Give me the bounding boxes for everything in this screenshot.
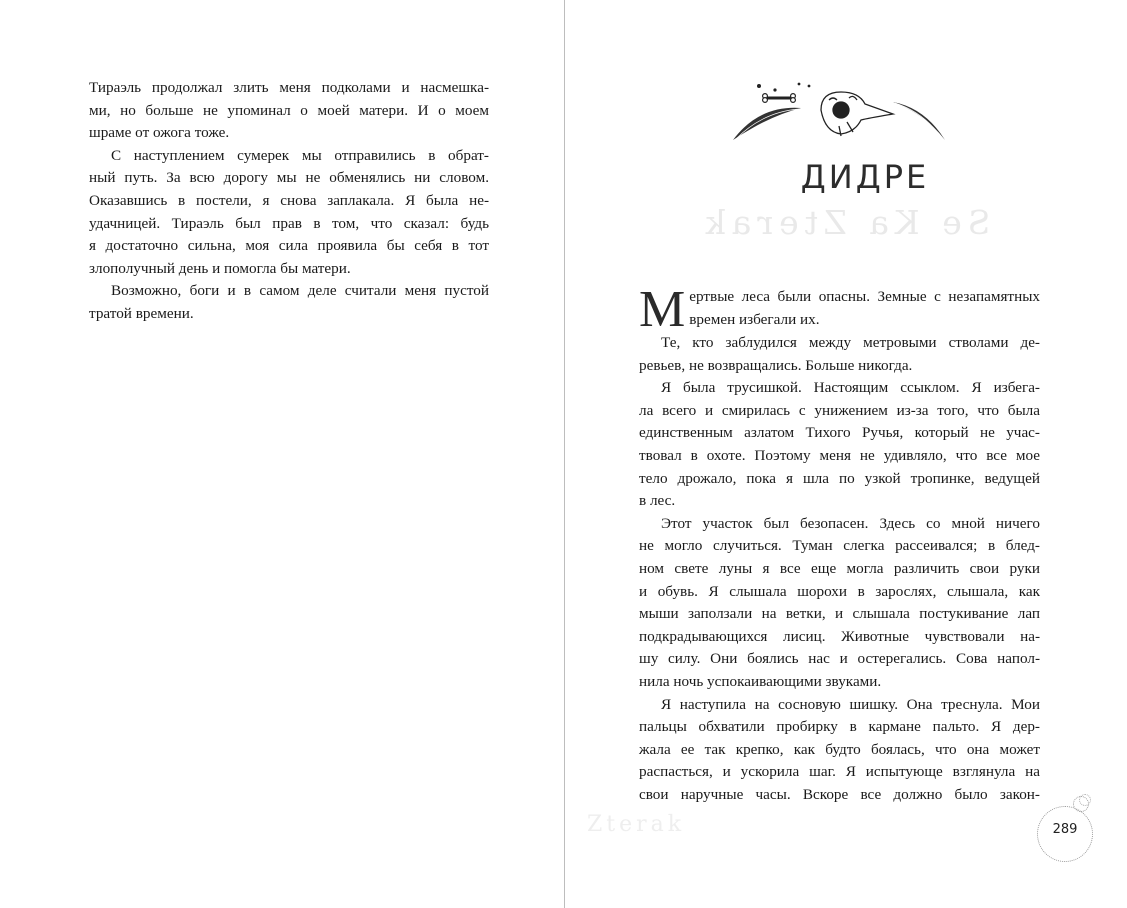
text-line: тело дрожало, пока я шла по узкой тропинке, ведущей xyxy=(639,469,1040,487)
ornament-dot xyxy=(798,83,801,86)
text-line: Те, кто заблудился между метровыми стволами де- xyxy=(661,334,1040,351)
text-line: подкрадывающихся лисиц. Животные чувствовали на- xyxy=(639,627,1040,645)
text-line: в лес. xyxy=(639,492,676,510)
text-line: Я была трусишкой. Настоящим ссыклом. Я избега- xyxy=(661,379,1040,397)
text-line: времен избегали их. xyxy=(689,310,820,328)
text-line: ми, но больше не упоминал о моей матери. И о моем xyxy=(89,101,489,119)
text-line: жала ее так крепко, как будто боялась, что она может xyxy=(639,740,1040,758)
ornament-dot xyxy=(773,88,776,91)
page-number-badge xyxy=(1035,794,1097,864)
text-line: единственным азлатом Тихого Ручья, который не учас- xyxy=(639,424,1040,442)
text-line: шраме от ожога тоже. xyxy=(89,124,230,142)
text-line: ла всего и смирилась с унижением из-за того, что была xyxy=(639,401,1040,419)
text-line: С наступлением сумерек мы отправились в обрат- xyxy=(111,146,489,164)
chapter-title: ДИДРЕ xyxy=(800,158,930,196)
bone-icon xyxy=(763,94,796,103)
right-feather-icon xyxy=(893,102,945,140)
text-line: Оказавшись в постели, я снова заплакала. Я была не- xyxy=(89,191,489,209)
text-line: свои наручные часы. Вскоре все должно было закон- xyxy=(639,785,1040,803)
watermark-text: Se Ka Zterak xyxy=(699,203,991,242)
bird-skull-icon xyxy=(821,92,893,136)
text-line: твовал в охоте. Поэтому меня не удивляло, что все мое xyxy=(639,446,1040,464)
text-line: ертвые леса были опасны. Земные с незапамятных xyxy=(689,288,1040,305)
drop-cap: М xyxy=(639,281,686,338)
text-line: злополучный день и помогла бы матери. xyxy=(89,259,351,277)
text-line: ревьев, не возвращались. Больше никогда. xyxy=(639,356,913,374)
ornament-dot xyxy=(808,85,811,88)
right-page-text xyxy=(639,281,1040,806)
text-line: не могло случиться. Туман слегка рассеивался; в блед- xyxy=(639,537,1040,555)
text-line: тратой времени. xyxy=(89,304,194,322)
text-line: нила ночь успокаивающими звуками. xyxy=(639,672,882,690)
text-line: я достаточно сильна, моя сила проявила бы себя в тот xyxy=(89,237,489,255)
ornament-dot xyxy=(757,84,761,88)
right-page xyxy=(565,0,1127,908)
text-line: мыши заползали на ветки, и слышала постукивание лап xyxy=(639,605,1040,623)
bird-skull-feathers-ornament-icon xyxy=(729,80,949,150)
text-line: ном свете луны я все еще могла различить свои руки xyxy=(639,559,1040,577)
text-line: ный путь. За всю дорогу мы не обменялись ни словом. xyxy=(89,169,489,187)
text-line: Возможно, боги и в самом деле считали меня пустой xyxy=(111,282,489,300)
text-line: шу силу. Они боялись нас и остерегались. Сова напол- xyxy=(639,650,1040,668)
text-line: Этот участок был безопасен. Здесь со мной ничего xyxy=(661,514,1040,532)
left-page-text xyxy=(89,77,489,326)
text-line: Тираэль продолжал злить меня подколами и насмешка- xyxy=(89,79,489,96)
text-line: пальцы обхватили пробирку в кармане пальто. Я дер- xyxy=(639,718,1040,736)
text-line: и обувь. Я слышала шорохи в зарослях, слышала, как xyxy=(639,582,1040,600)
text-line: распасться, и ускорила шаг. Я испытующе взглянула на xyxy=(639,763,1040,781)
left-feather-icon xyxy=(733,108,801,140)
text-line: удачницей. Тираэль был прав в том, что сказал: будь xyxy=(89,214,489,232)
text-line: Я наступила на сосновую шишку. Она треснула. Мои xyxy=(661,695,1040,713)
page-number: 289 xyxy=(1052,822,1078,837)
watermark-small-text: Zterak xyxy=(587,812,686,837)
